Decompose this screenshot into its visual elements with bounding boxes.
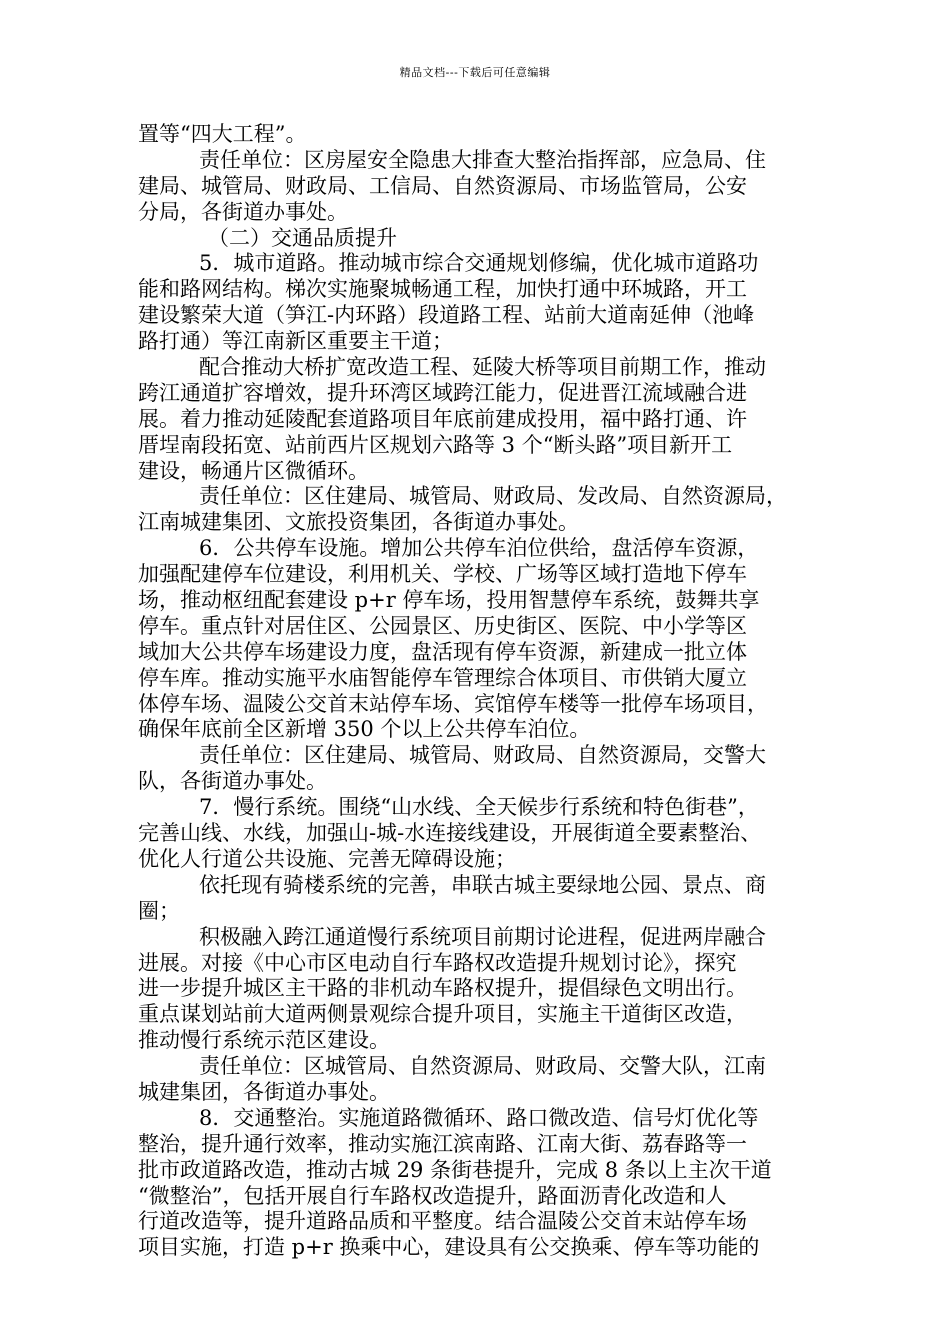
text-line: 展。着力推动延陵配套道路项目年底前建成投用，福中路打通、许 <box>138 406 747 431</box>
text-line: 6．公共停车设施。增加公共停车泊位供给，盘活停车资源， <box>199 536 759 561</box>
text-line: 进一步提升城区主干路的非机动车路权提升，提倡绿色文明出行。 <box>138 976 747 1001</box>
text-line: 路打通）等江南新区重要主干道； <box>138 329 453 354</box>
text-line: 加强配建停车位建设，利用机关、学校、广场等区域打造地下停车 <box>138 562 747 587</box>
text-line: 8．交通整治。实施道路微循环、路口微改造、信号灯优化等 <box>199 1105 759 1130</box>
text-line: 分局，各街道办事处。 <box>138 199 348 224</box>
text-line: 建设繁荣大道（笋江-内环路）段道路工程、站前大道南延伸（池峰 <box>138 303 755 328</box>
text-line: 积极融入跨江通道慢行系统项目前期讨论进程，促进两岸融合 <box>199 924 766 949</box>
text-line: 厝埕南段拓宽、站前西片区规划六路等 3 个“断头路”项目新开工 <box>138 432 733 457</box>
page-header: 精品文档---下载后可任意编辑 <box>399 66 551 79</box>
text-line: 批市政道路改造，推动古城 29 条街巷提升，完成 8 条以上主次干道 <box>138 1157 772 1182</box>
text-line: 能和路网结构。梯次实施聚城畅通工程，加快打通中环城路，开工 <box>138 277 747 302</box>
text-line: 停车库。推动实施平水庙智能停车管理综合体项目、市供销大厦立 <box>138 665 747 690</box>
text-line: 城建集团，各街道办事处。 <box>138 1079 390 1104</box>
text-line: 7．慢行系统。围绕“山水线、全天候步行系统和特色街巷”， <box>199 795 759 820</box>
text-line: 项目实施，打造 p+r 换乘中心，建设具有公交换乘、停车等功能的 <box>138 1235 760 1260</box>
text-line: 场，推动枢纽配套建设 p+r 停车场，投用智慧停车系统，鼓舞共享 <box>138 588 760 613</box>
text-line: 行道改造等，提升道路品质和平整度。结合温陵公交首末站停车场 <box>138 1209 747 1234</box>
document-body <box>138 122 823 1261</box>
text-line: 完善山线、水线，加强山-城-水连接线建设，开展街道全要素整治、 <box>138 821 762 846</box>
text-line: 体停车场、温陵公交首末站停车场、宾馆停车楼等一批停车场项目， <box>138 691 768 716</box>
text-line: 确保年底前全区新增 350 个以上公共停车泊位。 <box>138 717 591 742</box>
text-line: 配合推动大桥扩宽改造工程、延陵大桥等项目前期工作，推动 <box>199 355 766 380</box>
text-line: 责任单位：区住建局、城管局、财政局、自然资源局，交警大 <box>199 743 766 768</box>
text-line: 依托现有骑楼系统的完善，串联古城主要绿地公园、景点、商 <box>199 872 766 897</box>
text-line: 停车。重点针对居住区、公园景区、历史街区、医院、中小学等区 <box>138 613 747 638</box>
text-line: 重点谋划站前大道两侧景观综合提升项目，实施主干道街区改造， <box>138 1002 747 1027</box>
text-line: 置等“四大工程”。 <box>138 122 307 146</box>
text-line: 推动慢行系统示范区建设。 <box>138 1028 390 1053</box>
text-line: “微整治”，包括开展自行车路权改造提升，路面沥青化改造和人 <box>138 1183 727 1208</box>
text-line: 5．城市道路。推动城市综合交通规划修编，优化城市道路功 <box>199 251 759 276</box>
text-line: 进展。对接《中心市区电动自行车路权改造提升规划讨论》，探究 <box>138 950 737 975</box>
text-line: 整治，提升通行效率，推动实施江滨南路、江南大街、荔春路等一 <box>138 1131 747 1156</box>
text-line: 建局、城管局、财政局、工信局、自然资源局、市场监管局，公安 <box>138 173 747 198</box>
text-line: （二）交通品质提升 <box>208 225 397 250</box>
text-line: 队，各街道办事处。 <box>138 769 327 794</box>
text-line: 圈； <box>138 898 180 923</box>
text-line: 江南城建集团、文旅投资集团，各街道办事处。 <box>138 510 579 535</box>
text-line: 责任单位：区城管局、自然资源局、财政局、交警大队，江南 <box>199 1054 766 1079</box>
text-line: 责任单位：区住建局、城管局、财政局、发改局、自然资源局， <box>199 484 787 509</box>
text-line: 域加大公共停车场建设力度，盘活现有停车资源，新建成一批立体 <box>138 639 747 664</box>
text-line: 建设，畅通片区微循环。 <box>138 458 369 483</box>
text-line: 跨江通道扩容增效，提升环湾区域跨江能力，促进晋江流域融合进 <box>138 380 747 405</box>
text-line: 责任单位：区房屋安全隐患大排查大整治指挥部，应急局、住 <box>199 147 766 172</box>
text-line: 优化人行道公共设施、完善无障碍设施； <box>138 846 516 871</box>
